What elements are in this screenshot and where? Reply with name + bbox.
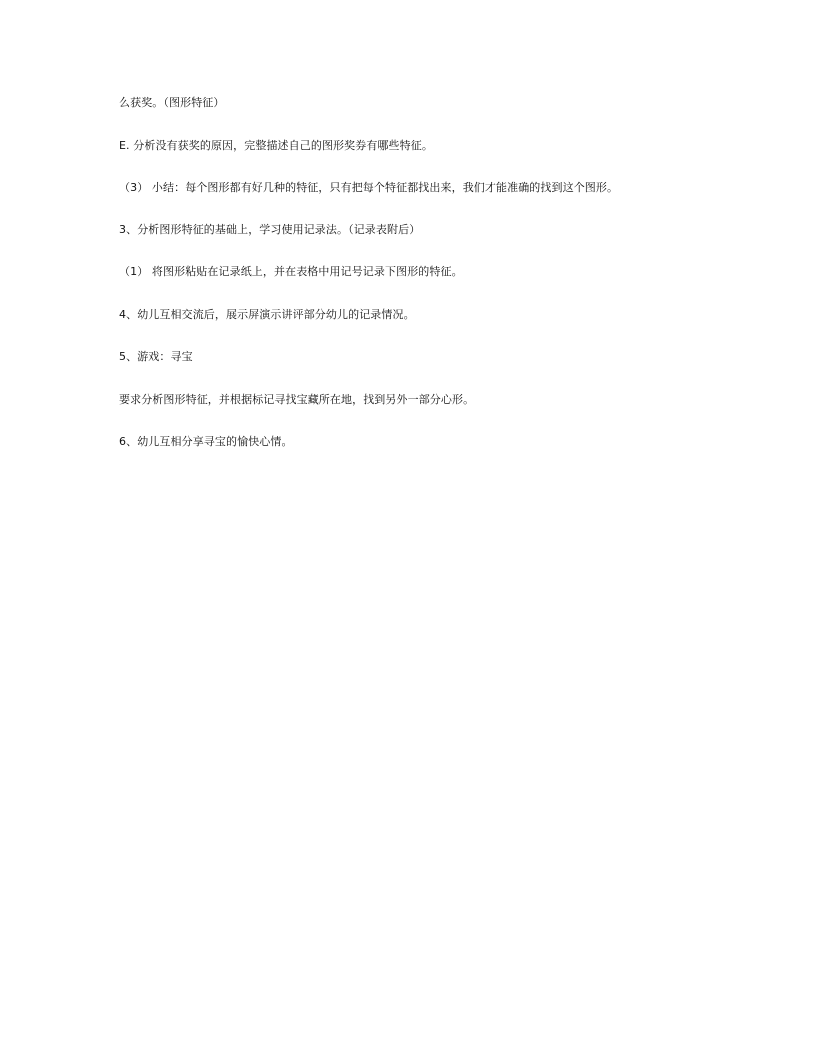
paragraph-step-4: 4、幼儿互相交流后，展示屏演示讲评部分幼儿的记录情况。 (119, 308, 415, 321)
paragraph-summary: （3） 小结：每个图形都有好几种的特征，只有把每个特征都找出来，我们才能准确的找到这个图形。 (119, 181, 619, 194)
paragraph-step-3: 3、分析图形特征的基础上，学习使用记录法。（记录表附后） (119, 223, 421, 236)
paragraph-game-requirement: 要求分析图形特征，并根据标记寻找宝藏所在地，找到另外一部分心形。 (119, 393, 475, 406)
paragraph-step-5: 5、游戏：寻宝 (119, 350, 193, 363)
paragraph-award-feature: 么获奖。（图形特征） (119, 96, 225, 109)
paragraph-step-e: E. 分析没有获奖的原因，完整描述自己的图形奖券有哪些特征。 (119, 139, 433, 152)
paragraph-step-3-1: （1） 将图形粘贴在记录纸上，并在表格中用记号记录下图形的特征。 (119, 265, 463, 278)
paragraph-step-6: 6、幼儿互相分享寻宝的愉快心情。 (119, 435, 293, 448)
